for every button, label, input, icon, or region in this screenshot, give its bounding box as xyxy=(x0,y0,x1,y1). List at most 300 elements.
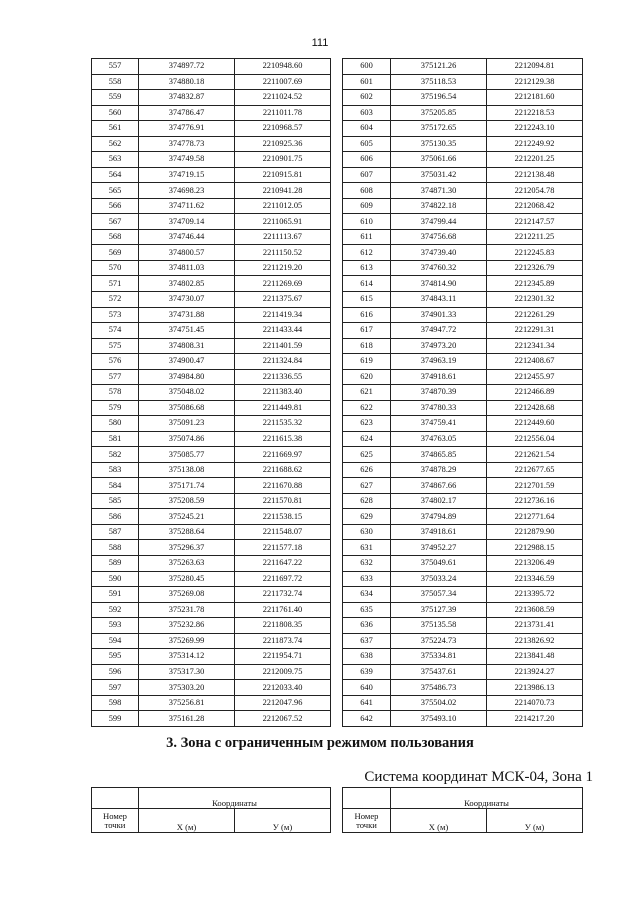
x-coordinate-cell: 375334.81 xyxy=(391,649,487,665)
table-row xyxy=(343,493,583,509)
y-coordinate-cell: 2211401.59 xyxy=(235,338,331,354)
point-number-cell: 572 xyxy=(92,291,139,307)
table-row xyxy=(343,447,583,463)
point-number-cell: 621 xyxy=(343,385,391,401)
x-coordinate-cell: 374760.32 xyxy=(391,260,487,276)
y-coordinate-cell: 2211615.38 xyxy=(235,431,331,447)
x-coordinate-cell: 374867.66 xyxy=(391,478,487,494)
y-coordinate-cell: 2211012.05 xyxy=(235,198,331,214)
y-coordinate-cell: 2212201.25 xyxy=(487,152,583,168)
point-number-cell: 606 xyxy=(343,152,391,168)
x-coordinate-cell: 374780.33 xyxy=(391,400,487,416)
header-table-left xyxy=(91,787,331,833)
point-number-cell: 625 xyxy=(343,447,391,463)
table-row xyxy=(92,291,331,307)
y-coordinate-cell: 2212211.25 xyxy=(487,229,583,245)
table-row xyxy=(343,587,583,603)
x-coordinate-cell: 374822.18 xyxy=(391,198,487,214)
table-row xyxy=(343,245,583,261)
table-row xyxy=(92,338,331,354)
y-coordinate-cell: 2211570.81 xyxy=(235,493,331,509)
x-coordinate-cell: 374731.88 xyxy=(139,307,235,323)
point-number-cell: 587 xyxy=(92,524,139,540)
point-number-cell: 576 xyxy=(92,354,139,370)
x-coordinate-cell: 374918.61 xyxy=(391,524,487,540)
point-number-cell: 597 xyxy=(92,680,139,696)
y-coordinate-cell: 2212249.92 xyxy=(487,136,583,152)
y-coordinate-cell: 2211324.84 xyxy=(235,354,331,370)
table-row xyxy=(343,338,583,354)
x-coordinate-cell: 375486.73 xyxy=(391,680,487,696)
point-number-cell: 624 xyxy=(343,431,391,447)
x-coordinate-cell: 375091.23 xyxy=(139,416,235,432)
table-row xyxy=(92,183,331,199)
coordinate-system-label: Система координат МСК-04, Зона 1 xyxy=(364,769,593,785)
table-row xyxy=(92,493,331,509)
point-number-cell: 619 xyxy=(343,354,391,370)
y-coordinate-cell: 2211269.69 xyxy=(235,276,331,292)
y-coordinate-cell: 2212301.32 xyxy=(487,291,583,307)
x-coordinate-cell: 375208.59 xyxy=(139,493,235,509)
point-number-cell: 636 xyxy=(343,618,391,634)
point-number-cell: 604 xyxy=(343,121,391,137)
point-label-line-1: Номер xyxy=(103,810,127,821)
point-label-line-2: точки xyxy=(104,819,126,830)
table-row xyxy=(343,540,583,556)
y-coordinate-cell: 2212009.75 xyxy=(235,664,331,680)
y-coordinate-cell: 2212701.59 xyxy=(487,478,583,494)
point-number-cell: 633 xyxy=(343,571,391,587)
table-row xyxy=(92,260,331,276)
header-point-number-label xyxy=(92,809,139,833)
table-row xyxy=(343,354,583,370)
x-coordinate-cell: 375493.10 xyxy=(391,711,487,727)
y-coordinate-cell: 2212129.38 xyxy=(487,74,583,90)
x-coordinate-cell: 374918.61 xyxy=(391,369,487,385)
point-number-cell: 603 xyxy=(343,105,391,121)
table-row xyxy=(343,167,583,183)
point-number-cell: 562 xyxy=(92,136,139,152)
y-coordinate-cell: 2213826.92 xyxy=(487,633,583,649)
table-row xyxy=(343,664,583,680)
point-number-cell: 569 xyxy=(92,245,139,261)
x-coordinate-cell: 374756.68 xyxy=(391,229,487,245)
point-number-cell: 563 xyxy=(92,152,139,168)
y-coordinate-cell: 2211954.71 xyxy=(235,649,331,665)
x-coordinate-cell: 374800.57 xyxy=(139,245,235,261)
y-coordinate-cell: 2211024.52 xyxy=(235,90,331,106)
x-coordinate-cell: 374832.87 xyxy=(139,90,235,106)
header-x-label: X (м) xyxy=(391,809,487,833)
point-number-cell: 567 xyxy=(92,214,139,230)
table-row xyxy=(92,354,331,370)
x-coordinate-cell: 374808.31 xyxy=(139,338,235,354)
point-number-cell: 566 xyxy=(92,198,139,214)
y-coordinate-cell: 2211150.52 xyxy=(235,245,331,261)
x-coordinate-cell: 374709.14 xyxy=(139,214,235,230)
table-row xyxy=(92,556,331,572)
x-coordinate-cell: 374900.47 xyxy=(139,354,235,370)
point-number-cell: 617 xyxy=(343,323,391,339)
point-number-cell: 630 xyxy=(343,524,391,540)
y-coordinate-cell: 2212245.83 xyxy=(487,245,583,261)
table-row xyxy=(343,462,583,478)
y-coordinate-cell: 2212428.68 xyxy=(487,400,583,416)
point-number-cell: 635 xyxy=(343,602,391,618)
header-x-label: X (м) xyxy=(139,809,235,833)
table-row xyxy=(92,276,331,292)
point-number-cell: 564 xyxy=(92,167,139,183)
x-coordinate-cell: 374751.45 xyxy=(139,323,235,339)
y-coordinate-cell: 2211670.88 xyxy=(235,478,331,494)
y-coordinate-cell: 2211419.34 xyxy=(235,307,331,323)
x-coordinate-cell: 374952.27 xyxy=(391,540,487,556)
y-coordinate-cell: 2211688.62 xyxy=(235,462,331,478)
y-coordinate-cell: 2211697.72 xyxy=(235,571,331,587)
point-number-cell: 598 xyxy=(92,695,139,711)
table-row xyxy=(343,369,583,385)
x-coordinate-cell: 375049.61 xyxy=(391,556,487,572)
header-coordinates-label: Координаты xyxy=(391,788,583,809)
y-coordinate-cell: 2212033.40 xyxy=(235,680,331,696)
table-row xyxy=(92,59,331,75)
x-coordinate-cell: 374749.58 xyxy=(139,152,235,168)
point-number-cell: 557 xyxy=(92,59,139,75)
x-coordinate-cell: 375303.20 xyxy=(139,680,235,696)
y-coordinate-cell: 2213731.41 xyxy=(487,618,583,634)
x-coordinate-cell: 374719.15 xyxy=(139,167,235,183)
table-row xyxy=(343,214,583,230)
point-number-cell: 642 xyxy=(343,711,391,727)
point-number-cell: 578 xyxy=(92,385,139,401)
table-row xyxy=(92,105,331,121)
y-coordinate-cell: 2210941.28 xyxy=(235,183,331,199)
section-heading: 3. Зона с ограниченным режимом пользования xyxy=(166,735,474,751)
point-number-cell: 612 xyxy=(343,245,391,261)
table-row xyxy=(92,509,331,525)
table-row xyxy=(343,307,583,323)
x-coordinate-cell: 374871.30 xyxy=(391,183,487,199)
table-row xyxy=(343,183,583,199)
x-coordinate-cell: 375033.24 xyxy=(391,571,487,587)
point-number-cell: 558 xyxy=(92,74,139,90)
x-coordinate-cell: 375288.64 xyxy=(139,524,235,540)
table-row xyxy=(92,245,331,261)
point-number-cell: 611 xyxy=(343,229,391,245)
table-row xyxy=(92,385,331,401)
x-coordinate-cell: 375127.39 xyxy=(391,602,487,618)
y-coordinate-cell: 2210925.36 xyxy=(235,136,331,152)
point-number-cell: 631 xyxy=(343,540,391,556)
table-row xyxy=(343,524,583,540)
table-row xyxy=(92,587,331,603)
x-coordinate-cell: 375135.58 xyxy=(391,618,487,634)
table-row xyxy=(92,602,331,618)
table-row xyxy=(92,121,331,137)
point-number-cell: 588 xyxy=(92,540,139,556)
point-number-cell: 580 xyxy=(92,416,139,432)
point-number-cell: 637 xyxy=(343,633,391,649)
y-coordinate-cell: 2211669.97 xyxy=(235,447,331,463)
y-coordinate-cell: 2211433.44 xyxy=(235,323,331,339)
x-coordinate-cell: 374794.89 xyxy=(391,509,487,525)
x-coordinate-cell: 374778.73 xyxy=(139,136,235,152)
table-row xyxy=(343,323,583,339)
point-number-cell: 616 xyxy=(343,307,391,323)
x-coordinate-cell: 375172.65 xyxy=(391,121,487,137)
table-row xyxy=(92,214,331,230)
table-row xyxy=(343,385,583,401)
table-row xyxy=(343,649,583,665)
table-row xyxy=(92,524,331,540)
header-empty-cell xyxy=(343,788,391,809)
point-number-cell: 600 xyxy=(343,59,391,75)
page-number: 111 xyxy=(311,37,329,49)
point-number-cell: 609 xyxy=(343,198,391,214)
table-row xyxy=(92,136,331,152)
y-coordinate-cell: 2213346.59 xyxy=(487,571,583,587)
point-number-cell: 594 xyxy=(92,633,139,649)
table-row xyxy=(92,229,331,245)
table-row xyxy=(343,276,583,292)
table-row xyxy=(343,571,583,587)
x-coordinate-cell: 374897.72 xyxy=(139,59,235,75)
point-number-cell: 641 xyxy=(343,695,391,711)
point-label-line-2: точки xyxy=(356,819,377,830)
y-coordinate-cell: 2211113.67 xyxy=(235,229,331,245)
y-coordinate-cell: 2212466.89 xyxy=(487,385,583,401)
y-coordinate-cell: 2213986.13 xyxy=(487,680,583,696)
point-number-cell: 586 xyxy=(92,509,139,525)
point-number-cell: 565 xyxy=(92,183,139,199)
table-row xyxy=(343,105,583,121)
y-coordinate-cell: 2212261.29 xyxy=(487,307,583,323)
table-row xyxy=(92,633,331,649)
x-coordinate-cell: 374984.80 xyxy=(139,369,235,385)
point-number-cell: 620 xyxy=(343,369,391,385)
point-number-cell: 584 xyxy=(92,478,139,494)
x-coordinate-cell: 374843.11 xyxy=(391,291,487,307)
y-coordinate-cell: 2214217.20 xyxy=(487,711,583,727)
point-number-cell: 590 xyxy=(92,571,139,587)
x-coordinate-cell: 375161.28 xyxy=(139,711,235,727)
x-coordinate-cell: 375280.45 xyxy=(139,571,235,587)
y-coordinate-cell: 2212047.96 xyxy=(235,695,331,711)
point-number-cell: 596 xyxy=(92,664,139,680)
x-coordinate-cell: 375232.86 xyxy=(139,618,235,634)
table-row xyxy=(92,540,331,556)
point-number-cell: 591 xyxy=(92,587,139,603)
table-row xyxy=(92,400,331,416)
table-row xyxy=(343,152,583,168)
table-row xyxy=(343,509,583,525)
point-number-cell: 577 xyxy=(92,369,139,385)
point-number-cell: 639 xyxy=(343,664,391,680)
point-number-cell: 608 xyxy=(343,183,391,199)
table-row xyxy=(343,260,583,276)
point-number-cell: 601 xyxy=(343,74,391,90)
x-coordinate-cell: 374730.07 xyxy=(139,291,235,307)
x-coordinate-cell: 374811.03 xyxy=(139,260,235,276)
x-coordinate-cell: 374759.41 xyxy=(391,416,487,432)
table-row xyxy=(92,74,331,90)
y-coordinate-cell: 2211449.81 xyxy=(235,400,331,416)
table-row xyxy=(343,74,583,90)
x-coordinate-cell: 375296.37 xyxy=(139,540,235,556)
table-row xyxy=(92,462,331,478)
y-coordinate-cell: 2212345.89 xyxy=(487,276,583,292)
x-coordinate-cell: 375171.74 xyxy=(139,478,235,494)
y-coordinate-cell: 2211065.91 xyxy=(235,214,331,230)
x-coordinate-cell: 374880.18 xyxy=(139,74,235,90)
point-number-cell: 568 xyxy=(92,229,139,245)
x-coordinate-cell: 375256.81 xyxy=(139,695,235,711)
x-coordinate-cell: 375231.78 xyxy=(139,602,235,618)
point-number-cell: 605 xyxy=(343,136,391,152)
y-coordinate-cell: 2210948.60 xyxy=(235,59,331,75)
y-coordinate-cell: 2212068.42 xyxy=(487,198,583,214)
table-row xyxy=(343,136,583,152)
table-row xyxy=(92,680,331,696)
x-coordinate-cell: 374802.17 xyxy=(391,493,487,509)
x-coordinate-cell: 374763.05 xyxy=(391,431,487,447)
table-row xyxy=(92,478,331,494)
point-number-cell: 579 xyxy=(92,400,139,416)
x-coordinate-cell: 374865.85 xyxy=(391,447,487,463)
point-number-cell: 628 xyxy=(343,493,391,509)
table-row xyxy=(92,369,331,385)
x-coordinate-cell: 375317.30 xyxy=(139,664,235,680)
table-row xyxy=(343,291,583,307)
y-coordinate-cell: 2211383.40 xyxy=(235,385,331,401)
header-y-label: У (м) xyxy=(235,809,331,833)
y-coordinate-cell: 2212138.48 xyxy=(487,167,583,183)
y-coordinate-cell: 2212067.52 xyxy=(235,711,331,727)
y-coordinate-cell: 2212243.10 xyxy=(487,121,583,137)
point-number-cell: 632 xyxy=(343,556,391,572)
point-number-cell: 582 xyxy=(92,447,139,463)
coordinates-table-left xyxy=(91,58,331,727)
y-coordinate-cell: 2212408.67 xyxy=(487,354,583,370)
x-coordinate-cell: 374878.29 xyxy=(391,462,487,478)
x-coordinate-cell: 374802.85 xyxy=(139,276,235,292)
table-row xyxy=(92,618,331,634)
y-coordinate-cell: 2212181.60 xyxy=(487,90,583,106)
point-number-cell: 589 xyxy=(92,556,139,572)
y-coordinate-cell: 2211336.55 xyxy=(235,369,331,385)
x-coordinate-cell: 374698.23 xyxy=(139,183,235,199)
y-coordinate-cell: 2212341.34 xyxy=(487,338,583,354)
table-row xyxy=(92,198,331,214)
y-coordinate-cell: 2211761.40 xyxy=(235,602,331,618)
point-number-cell: 602 xyxy=(343,90,391,106)
table-row xyxy=(343,431,583,447)
point-number-cell: 622 xyxy=(343,400,391,416)
point-number-cell: 610 xyxy=(343,214,391,230)
table-row xyxy=(92,416,331,432)
point-number-cell: 640 xyxy=(343,680,391,696)
table-row xyxy=(343,602,583,618)
y-coordinate-cell: 2212449.60 xyxy=(487,416,583,432)
point-number-cell: 574 xyxy=(92,323,139,339)
point-number-cell: 583 xyxy=(92,462,139,478)
table-row xyxy=(343,478,583,494)
point-number-cell: 561 xyxy=(92,121,139,137)
y-coordinate-cell: 2211577.18 xyxy=(235,540,331,556)
x-coordinate-cell: 375196.54 xyxy=(391,90,487,106)
point-number-cell: 626 xyxy=(343,462,391,478)
x-coordinate-cell: 375118.53 xyxy=(391,74,487,90)
x-coordinate-cell: 375269.08 xyxy=(139,587,235,603)
y-coordinate-cell: 2212326.79 xyxy=(487,260,583,276)
table-row xyxy=(92,447,331,463)
y-coordinate-cell: 2212736.16 xyxy=(487,493,583,509)
x-coordinate-cell: 374947.72 xyxy=(391,323,487,339)
table-row xyxy=(343,695,583,711)
point-number-cell: 559 xyxy=(92,90,139,106)
y-coordinate-cell: 2212094.81 xyxy=(487,59,583,75)
x-coordinate-cell: 375269.99 xyxy=(139,633,235,649)
y-coordinate-cell: 2211732.74 xyxy=(235,587,331,603)
x-coordinate-cell: 374711.62 xyxy=(139,198,235,214)
point-number-cell: 613 xyxy=(343,260,391,276)
y-coordinate-cell: 2213924.27 xyxy=(487,664,583,680)
x-coordinate-cell: 375224.73 xyxy=(391,633,487,649)
y-coordinate-cell: 2212988.15 xyxy=(487,540,583,556)
x-coordinate-cell: 374799.44 xyxy=(391,214,487,230)
y-coordinate-cell: 2211375.67 xyxy=(235,291,331,307)
table-row xyxy=(92,664,331,680)
y-coordinate-cell: 2211873.74 xyxy=(235,633,331,649)
point-number-cell: 573 xyxy=(92,307,139,323)
point-number-cell: 614 xyxy=(343,276,391,292)
x-coordinate-cell: 375205.85 xyxy=(391,105,487,121)
x-coordinate-cell: 375437.61 xyxy=(391,664,487,680)
point-number-cell: 593 xyxy=(92,618,139,634)
y-coordinate-cell: 2212771.64 xyxy=(487,509,583,525)
header-y-label: У (м) xyxy=(487,809,583,833)
point-number-cell: 618 xyxy=(343,338,391,354)
point-number-cell: 638 xyxy=(343,649,391,665)
x-coordinate-cell: 374973.20 xyxy=(391,338,487,354)
x-coordinate-cell: 375314.12 xyxy=(139,649,235,665)
table-row xyxy=(92,90,331,106)
x-coordinate-cell: 374963.19 xyxy=(391,354,487,370)
table-row xyxy=(92,571,331,587)
table-row xyxy=(343,633,583,649)
y-coordinate-cell: 2211007.69 xyxy=(235,74,331,90)
header-table-right xyxy=(342,787,583,833)
table-row xyxy=(92,167,331,183)
x-coordinate-cell: 374786.47 xyxy=(139,105,235,121)
y-coordinate-cell: 2212677.65 xyxy=(487,462,583,478)
x-coordinate-cell: 375504.02 xyxy=(391,695,487,711)
table-row xyxy=(343,556,583,572)
x-coordinate-cell: 375130.35 xyxy=(391,136,487,152)
y-coordinate-cell: 2211219.20 xyxy=(235,260,331,276)
y-coordinate-cell: 2212621.54 xyxy=(487,447,583,463)
y-coordinate-cell: 2210901.75 xyxy=(235,152,331,168)
x-coordinate-cell: 374901.33 xyxy=(391,307,487,323)
x-coordinate-cell: 375086.68 xyxy=(139,400,235,416)
y-coordinate-cell: 2212054.78 xyxy=(487,183,583,199)
table-row xyxy=(92,152,331,168)
point-number-cell: 571 xyxy=(92,276,139,292)
table-row xyxy=(92,431,331,447)
point-number-cell: 627 xyxy=(343,478,391,494)
point-number-cell: 595 xyxy=(92,649,139,665)
table-row xyxy=(92,323,331,339)
